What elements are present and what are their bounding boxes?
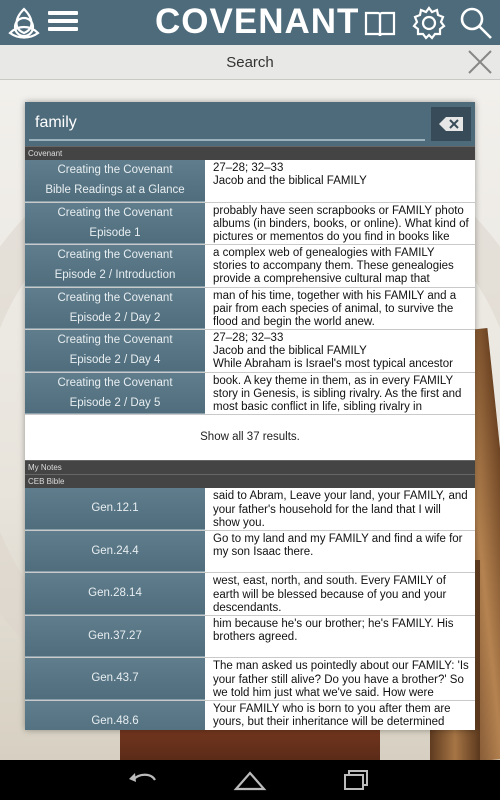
menu-bar-2 xyxy=(48,19,78,23)
result-source xyxy=(25,288,205,330)
result-title: Creating the Covenant xyxy=(57,206,173,219)
search-icon[interactable] xyxy=(458,5,494,41)
result-snippet: man of his time, together with his FAMILY and a pair from each species of animal, to survive the flood and begin the world anew. xyxy=(213,289,457,328)
bible-result-row[interactable] xyxy=(25,488,475,531)
result-subtitle: Episode 2 / Introduction xyxy=(54,269,176,282)
verse-snippet: Go to my land and my FAMILY and find a wife for my son Isaac there. xyxy=(213,532,463,558)
result-source xyxy=(25,373,205,415)
search-results-panel xyxy=(25,102,475,730)
result-subtitle: Episode 2 / Day 5 xyxy=(69,396,161,409)
search-field-row xyxy=(25,102,475,146)
result-source xyxy=(25,330,205,372)
result-title: Creating the Covenant xyxy=(57,164,173,177)
verse-snippet: Your FAMILY who is born to you after them are yours, but their inheritance will be determined xyxy=(213,702,451,728)
hamburger-menu-icon[interactable] xyxy=(48,8,78,38)
result-subtitle: Episode 1 xyxy=(89,226,141,239)
menu-bar-1 xyxy=(48,11,78,15)
result-subtitle: Bible Readings at a Glance xyxy=(45,184,185,197)
app-title: COVENANT xyxy=(155,2,360,41)
verse-reference: Gen.24.4 xyxy=(25,531,205,573)
verse-snippet: The man asked us pointedly about our FAMILY: 'Is your father still alive? Do you have a brother?' So we told him just what we've said. How were xyxy=(213,660,469,699)
result-subtitle: Episode 2 / Day 2 xyxy=(69,311,161,324)
result-title: Creating the Covenant xyxy=(57,334,173,347)
search-title-bar xyxy=(0,45,500,80)
bible-result-row[interactable] xyxy=(25,658,475,701)
result-source xyxy=(25,160,205,202)
gear-icon[interactable] xyxy=(411,5,447,41)
bible-result-row[interactable] xyxy=(25,701,475,731)
section-header-covenant: Covenant xyxy=(25,146,475,160)
section-header-my-notes: My Notes xyxy=(25,460,475,474)
result-snippet: 27–28; 32–33 Jacob and the biblical FAMILY While Abraham is Israel's most typical ancestor xyxy=(213,332,453,370)
result-snippet: book. A key theme in them, as in every FAMILY story in Genesis, is sibling rivalry. As the first and most basic conflict in life, sibling rivalry in xyxy=(213,374,462,413)
verse-snippet: said to Abram, Leave your land, your FAMILY, and your father's household for the land that I will show you. xyxy=(213,490,468,529)
system-navigation-bar xyxy=(0,760,500,800)
verse-snippet: west, east, north, and south. Every FAMILY of earth will be blessed because of you and your descendants. xyxy=(213,575,447,614)
bible-results-list xyxy=(25,488,475,730)
clear-search-button[interactable] xyxy=(431,107,471,141)
back-icon[interactable] xyxy=(125,767,161,793)
bible-result-row[interactable] xyxy=(25,616,475,659)
result-source xyxy=(25,203,205,245)
close-icon[interactable] xyxy=(466,48,494,76)
result-source xyxy=(25,245,205,287)
verse-reference: Gen.12.1 xyxy=(25,488,205,530)
bible-result-row[interactable] xyxy=(25,573,475,616)
verse-reference: Gen.48.6 xyxy=(25,701,205,731)
covenant-result-row[interactable] xyxy=(25,373,475,416)
home-icon[interactable] xyxy=(232,767,268,793)
result-title: Creating the Covenant xyxy=(57,291,173,304)
covenant-results-list xyxy=(25,160,475,415)
menu-bar-3 xyxy=(48,27,78,31)
covenant-result-row[interactable] xyxy=(25,203,475,246)
search-title: Search xyxy=(226,54,274,71)
trinity-knot-icon[interactable] xyxy=(6,5,42,41)
recents-icon[interactable] xyxy=(339,767,375,793)
verse-reference: Gen.28.14 xyxy=(25,573,205,615)
section-header-ceb-bible: CEB Bible xyxy=(25,474,475,488)
result-snippet: 27–28; 32–33 Jacob and the biblical FAMILY xyxy=(213,162,367,187)
result-title: Creating the Covenant xyxy=(57,249,173,262)
bible-result-row[interactable] xyxy=(25,531,475,574)
covenant-result-row[interactable] xyxy=(25,288,475,331)
verse-reference: Gen.43.7 xyxy=(25,658,205,700)
result-snippet: probably have seen scrapbooks or FAMILY photo albums (in binders, books, or online). What kind of pictures or mementos do you find in books like xyxy=(213,204,469,243)
show-all-results-link[interactable]: Show all 37 results. xyxy=(200,431,300,443)
verse-snippet: him because he's our brother; he's FAMILY. His brothers agreed. xyxy=(213,617,454,643)
verse-reference: Gen.37.27 xyxy=(25,616,205,658)
covenant-result-row[interactable] xyxy=(25,330,475,373)
backspace-icon xyxy=(439,117,463,131)
covenant-result-row[interactable] xyxy=(25,245,475,288)
top-app-bar xyxy=(0,0,500,45)
covenant-result-row[interactable] xyxy=(25,160,475,203)
result-snippet: a complex web of genealogies with FAMILY stories to accompany them. These genealogies provide a comprehensive cultural map that xyxy=(213,247,454,285)
open-book-icon[interactable] xyxy=(362,5,398,41)
result-title: Creating the Covenant xyxy=(57,376,173,389)
result-subtitle: Episode 2 / Day 4 xyxy=(69,354,161,367)
search-input[interactable] xyxy=(29,107,425,141)
